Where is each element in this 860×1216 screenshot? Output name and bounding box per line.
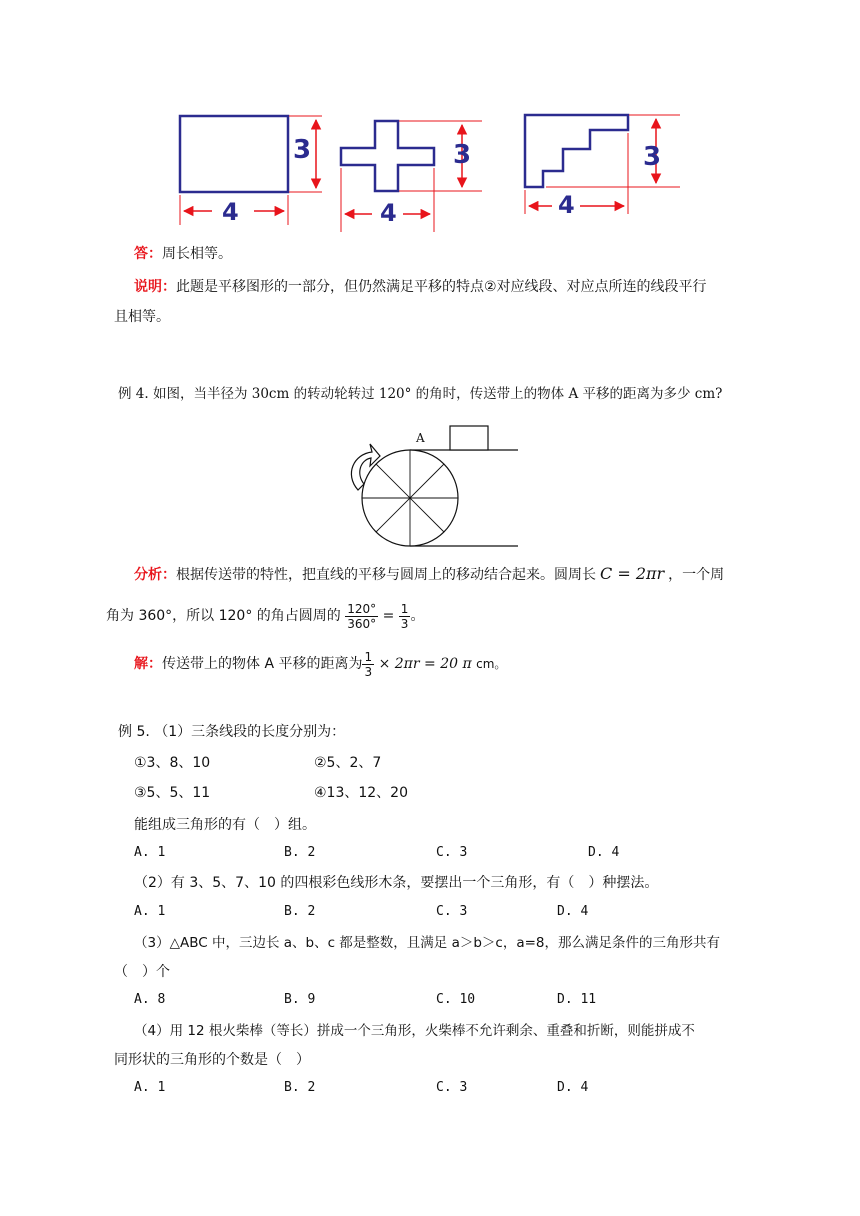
q4-text-1: （4）用 12 根火柴棒（等长）拼成一个三角形，火柴棒不允许剩余、重叠和折断，则能拼成不 xyxy=(134,1023,695,1039)
explain-line-2: 且相等。 xyxy=(114,309,170,325)
answer-text: 周长相等。 xyxy=(162,246,232,262)
angle-fraction-numerator: 120° xyxy=(347,601,377,616)
q3-option-b: B. 9 xyxy=(284,992,316,1007)
solution-fraction-numerator: 1 xyxy=(364,649,373,664)
segment-set-1: ①3、8、10 xyxy=(134,755,211,771)
solution-line xyxy=(134,646,506,682)
perimeter-figures xyxy=(0,0,860,240)
q2-option-a: A. 1 xyxy=(134,904,166,919)
fig1-width-label: 4 xyxy=(222,198,239,226)
solution-unit: cm。 xyxy=(476,657,507,671)
q4-option-b: B. 2 xyxy=(284,1080,316,1095)
one-third-numerator: 1 xyxy=(400,601,409,616)
q4-option-d: D. 4 xyxy=(557,1080,589,1095)
q2-option-b: B. 2 xyxy=(284,904,316,919)
equals-sign: = xyxy=(382,608,395,624)
analysis-end: 。 xyxy=(410,608,425,624)
angle-fraction xyxy=(345,602,378,631)
explain-line-1 xyxy=(134,277,707,297)
fig1-height-label: 3 xyxy=(293,135,312,165)
q1-option-a: A. 1 xyxy=(134,845,166,860)
angle-fraction-denominator: 360° xyxy=(347,616,377,631)
figure-cross xyxy=(341,121,482,232)
q3-option-d: D. 11 xyxy=(557,992,597,1007)
solution-fraction xyxy=(362,650,374,679)
q4-option-c: C. 3 xyxy=(436,1080,468,1095)
analysis-line-1 xyxy=(134,564,724,585)
segment-set-3: ③5、5、11 xyxy=(134,785,211,801)
analysis-text-2: ，一个周 xyxy=(668,567,725,583)
fig3-width-label: 4 xyxy=(558,191,575,219)
q3-option-a: A. 8 xyxy=(134,992,166,1007)
explain-label: 说明： xyxy=(134,279,176,295)
q1-option-c: C. 3 xyxy=(436,845,468,860)
analysis-label: 分析： xyxy=(134,567,176,583)
solution-fraction-denominator: 3 xyxy=(364,664,373,679)
circumference-formula: C = 2πr xyxy=(600,564,665,583)
q3-option-c: C. 10 xyxy=(436,992,476,1007)
analysis-text-1: 根据传送带的特性，把直线的平移与圆周上的移动结合起来。圆周长 xyxy=(176,567,596,583)
ex4-question: 例 4. 如图，当半径为 30cm 的转动轮转过 120° 的角时，传送带上的物体 A 平移的距离为多少 cm? xyxy=(118,386,723,402)
answer-line xyxy=(134,244,232,264)
solution-expression: × 2πr = 20 π xyxy=(378,656,472,672)
q4-option-a: A. 1 xyxy=(134,1080,166,1095)
analysis-line-2 xyxy=(106,598,424,634)
q1-option-d: D. 4 xyxy=(588,845,620,860)
explain-text-1: 此题是平移图形的一部分，但仍然满足平移的特点②对应线段、对应点所连的线段平行 xyxy=(176,279,707,295)
solution-text: 传送带上的物体 A 平移的距离为 xyxy=(162,656,363,672)
one-third-denominator: 3 xyxy=(400,616,409,631)
q3-text-2: （ ）个 xyxy=(114,964,170,980)
q1-option-b: B. 2 xyxy=(284,845,316,860)
q1-text: 能组成三角形的有（ ）组。 xyxy=(134,817,316,833)
fig3-height-label: 3 xyxy=(643,142,662,172)
fig2-width-label: 4 xyxy=(380,199,397,227)
solution-label: 解： xyxy=(134,656,162,672)
answer-label: 答： xyxy=(134,246,162,262)
conveyor-wheel-figure xyxy=(330,420,530,555)
analysis-text-3: 角为 360°，所以 120° 的角占圆周的 xyxy=(106,608,341,624)
segment-set-2: ②5、2、7 xyxy=(314,755,382,771)
segment-set-4: ④13、12、20 xyxy=(314,785,408,801)
q4-text-2: 同形状的三角形的个数是（ ） xyxy=(114,1052,310,1068)
ex5-title: 例 5. （1）三条线段的长度分别为： xyxy=(118,724,346,740)
q2-option-d: D. 4 xyxy=(557,904,589,919)
q3-text-1: （3）△ABC 中，三边长 a、b、c 都是整数，且满足 a＞b＞c，a=8，那么满足条件的三角形共有 xyxy=(134,935,721,951)
figure-rectangle xyxy=(180,116,322,225)
one-third-fraction xyxy=(399,602,411,631)
fig2-height-label: 3 xyxy=(453,140,472,170)
q2-text: （2）有 3、5、7、10 的四根彩色线形木条，要摆出一个三角形，有（ ）种摆法。 xyxy=(134,875,659,891)
q2-option-c: C. 3 xyxy=(436,904,468,919)
point-a-label: A xyxy=(416,431,425,445)
